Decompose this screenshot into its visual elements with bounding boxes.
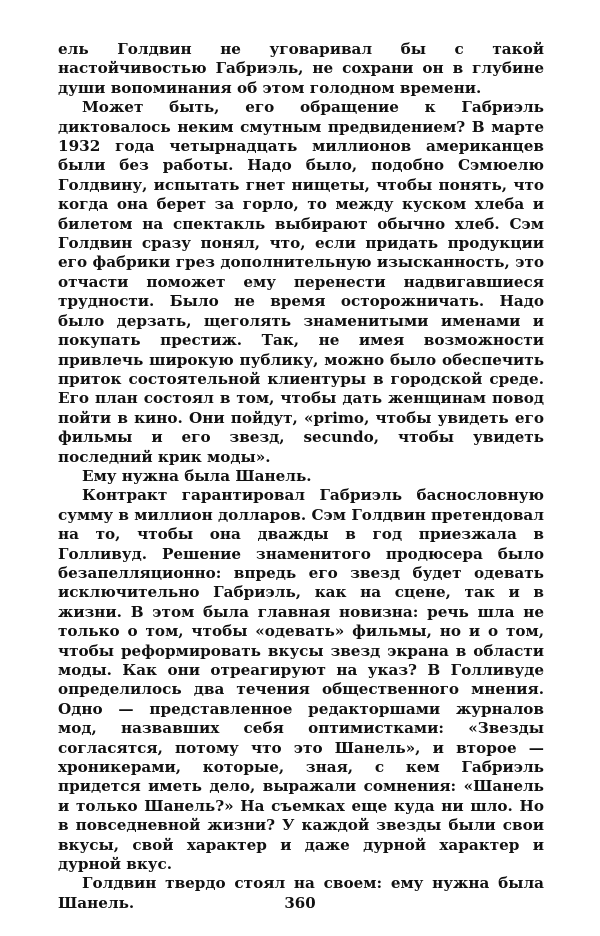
page-number: 360 xyxy=(284,894,316,912)
paragraph-1: ель Голдвин не уговаривал бы с такой настойчивостью Габриэль, не сохрани он в глубине души вопоминания об этом голодном времени. xyxy=(58,40,544,97)
paragraph-5: Голдвин твердо стоял на своем: ему нужна была Шанель. xyxy=(58,874,544,912)
paragraph-2: Может быть, его обращение к Габриэль диктовалось неким смутным предвидением? В марте 1932 года четырнадцать миллионов американцев были без работы. Надо было, подобно Сэмюелю Голдвину, испытать гнет нищеты, чтобы понять, что когда она берет за горло, то между куском хлеба и билетом на спектакль выбирают обычно хлеб. Сэм Голдвин сразу понял, что, если придать продукции его фабрики грез дополнительную изысканность, это отчасти поможет ему перенести надвигавшиеся трудности. Было не время осторожничать. Надо было дерзать, щеголять знаменитыми именами и покупать престиж. Так, не имея возможности привлечь широкую публику, можно было обеспечить приток состоятельной клиентуры в городской среде. Его план состоял в том, чтобы дать женщинам повод пойти в кино. Они пойдут, «primo, чтобы увидеть его фильмы и его звезд, secundo, чтобы увидеть последний крик моды». xyxy=(58,98,544,466)
paragraph-4: Контракт гарантировал Габриэль баснословную сумму в миллион долларов. Сэм Голдвин претендовал на то, чтобы она дважды в год приезжала в Голливуд. Решение знаменитого продюсера было безапелляционно: впредь его звезд будет одевать исключительно Габриэль, как на сцене, так и в жизни. В этом была главная новизна: речь шла не только о том, чтобы «одевать» фильмы, но и о том, чтобы реформировать вкусы звезд экрана в области моды. Как они отреагируют на указ? В Голливуде определилось два течения общественного мнения. Одно — представленное редакторшами журналов мод, назвавших себя оптимистками: «Звезды согласятся, потому что это Шанель», и второе — хроникерами, которые, зная, с кем Габриэль придется иметь дело, выражали сомнения: «Шанель и только Шанель?» На съемках еще куда ни шло. Но в повседневной жизни? У каждой звезды были свои вкусы, свой характер и даже дурной характер и дурной вкус. xyxy=(58,486,544,874)
page-text xyxy=(58,40,544,913)
paragraph-3: Ему нужна была Шанель. xyxy=(82,466,312,485)
